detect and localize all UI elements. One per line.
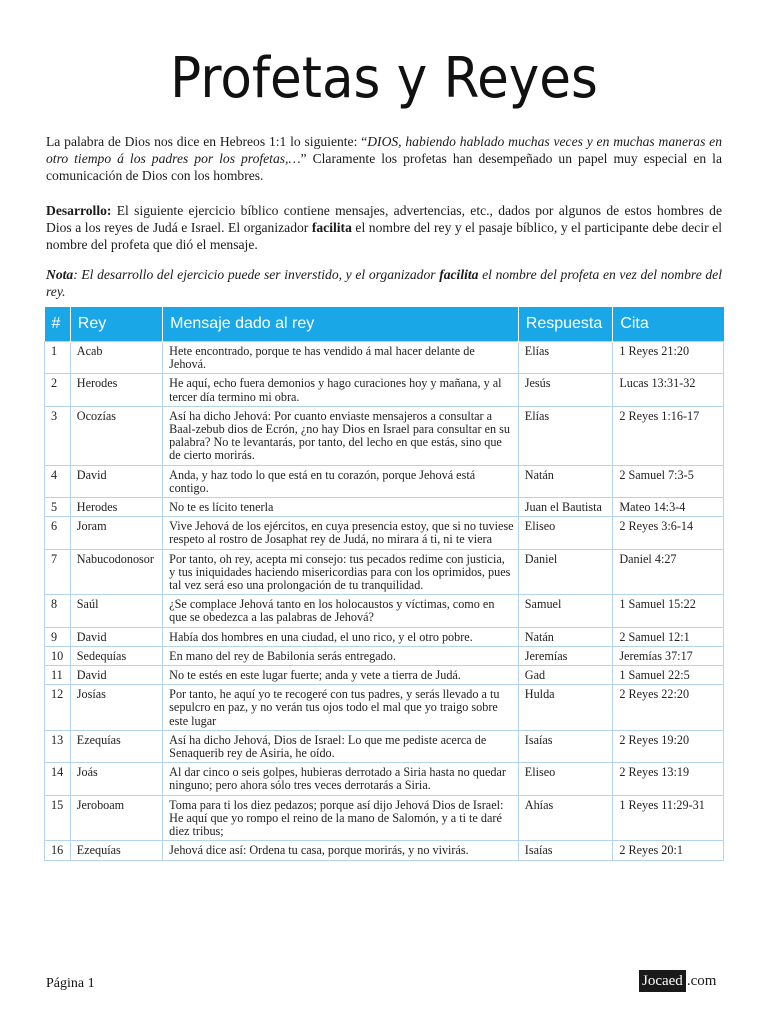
header-cita: Cita [613, 307, 724, 342]
header-number: # [45, 307, 71, 342]
table-row [45, 841, 724, 860]
cell-cita: Lucas 13:31-32 [613, 374, 724, 406]
table-row [45, 646, 724, 665]
cell-cita: 2 Reyes 13:19 [613, 763, 724, 795]
cell-number: 16 [45, 841, 71, 860]
cell-respuesta: Natán [518, 465, 613, 497]
cell-respuesta: Eliseo [518, 517, 613, 549]
cell-mensaje: Por tanto, he aquí yo te recogeré con tus padres, y serás llevado a tu sepulcro en paz, y no verán tus ojos todo el mal que yo traigo sobre este lugar [163, 685, 519, 731]
cell-respuesta: Elías [518, 406, 613, 465]
intro-paragraph [46, 133, 722, 184]
cell-cita: 2 Reyes 1:16-17 [613, 406, 724, 465]
cell-cita: 2 Reyes 3:6-14 [613, 517, 724, 549]
nota-paragraph [46, 266, 722, 300]
cell-respuesta: Hulda [518, 685, 613, 731]
cell-respuesta: Gad [518, 666, 613, 685]
table-row [45, 406, 724, 465]
table-row [45, 795, 724, 841]
table-row [45, 465, 724, 497]
jocaed-logo[interactable] [639, 970, 716, 992]
cell-cita: Mateo 14:3-4 [613, 498, 724, 517]
cell-respuesta: Isaías [518, 841, 613, 860]
cell-number: 15 [45, 795, 71, 841]
cell-respuesta: Daniel [518, 549, 613, 595]
table-row [45, 763, 724, 795]
cell-number: 3 [45, 406, 71, 465]
cell-respuesta: Juan el Bautista [518, 498, 613, 517]
cell-mensaje: Así ha dicho Jehová, Dios de Israel: Lo que me pediste acerca de Senaquerib rey de Asiria, he oído. [163, 730, 519, 762]
cell-cita: 2 Reyes 22:20 [613, 685, 724, 731]
cell-mensaje: Vive Jehová de los ejércitos, en cuya presencia estoy, que si no tuviese respeto al rostro de Josaphat rey de Judá, no mirara á ti, ni te viera [163, 517, 519, 549]
table-row [45, 374, 724, 406]
header-respuesta: Respuesta [518, 307, 613, 342]
cell-rey: Sedequías [70, 646, 162, 665]
cell-mensaje: Jehová dice así: Ordena tu casa, porque morirás, y no vivirás. [163, 841, 519, 860]
cell-rey: Joram [70, 517, 162, 549]
table-row [45, 685, 724, 731]
cell-number: 1 [45, 342, 71, 374]
cell-number: 10 [45, 646, 71, 665]
cell-cita: 2 Samuel 12:1 [613, 627, 724, 646]
cell-cita: 1 Reyes 21:20 [613, 342, 724, 374]
cell-mensaje: Toma para ti los diez pedazos; porque así dijo Jehová Dios de Israel: He aquí que yo rompo el reino de la mano de Salomón, y a ti te daré diez tribus; [163, 795, 519, 841]
cell-number: 2 [45, 374, 71, 406]
cell-rey: Nabucodonosor [70, 549, 162, 595]
intro-after: ” Claramente los profetas han desempeñado un papel muy especial en la comunicación de Dios con los hombres. [46, 151, 722, 183]
cell-cita: Jeremías 37:17 [613, 646, 724, 665]
logo-wordmark: Jocaed [639, 970, 686, 992]
cell-cita: 2 Reyes 20:1 [613, 841, 724, 860]
table-row [45, 666, 724, 685]
cell-respuesta: Samuel [518, 595, 613, 627]
cell-rey: Ocozías [70, 406, 162, 465]
cell-cita: 1 Samuel 15:22 [613, 595, 724, 627]
header-rey: Rey [70, 307, 162, 342]
cell-cita: 1 Samuel 22:5 [613, 666, 724, 685]
cell-rey: Acab [70, 342, 162, 374]
cell-number: 5 [45, 498, 71, 517]
cell-respuesta: Jesús [518, 374, 613, 406]
table-row [45, 498, 724, 517]
cell-number: 8 [45, 595, 71, 627]
desarrollo-text-1: El siguiente ejercicio bíblico contiene mensajes, advertencias, etc., dados por algunos de estos hombres de Dios a los reyes de Judá e Israel. El organizador [46, 203, 722, 235]
table-row [45, 549, 724, 595]
cell-mensaje: Al dar cinco o seis golpes, hubieras derrotado a Siria hasta no quedar ninguno; pero ahora sólo tres veces derrotarás a Siria. [163, 763, 519, 795]
cell-mensaje: Hete encontrado, porque te has vendido á mal hacer delante de Jehová. [163, 342, 519, 374]
cell-mensaje: En mano del rey de Babilonia serás entregado. [163, 646, 519, 665]
cell-number: 14 [45, 763, 71, 795]
table-row [45, 627, 724, 646]
cell-rey: David [70, 666, 162, 685]
logo-suffix: .com [686, 973, 717, 989]
desarrollo-keyword: facilita [311, 220, 352, 235]
cell-respuesta: Elías [518, 342, 613, 374]
nota-label: Nota [46, 267, 74, 282]
cell-rey: Ezequías [70, 730, 162, 762]
cell-rey: Herodes [70, 374, 162, 406]
cell-mensaje: Así ha dicho Jehová: Por cuanto enviaste mensajeros a consultar a Baal-zebub dios de Ecrón, ¿no hay Dios en Israel para consultar en su palabra? No te levantarás, por tanto, del lecho en que estás, sino que de cierto morirás. [163, 406, 519, 465]
cell-mensaje: Anda, y haz todo lo que está en tu corazón, porque Jehová está contigo. [163, 465, 519, 497]
cell-respuesta: Eliseo [518, 763, 613, 795]
desarrollo-paragraph [46, 202, 722, 253]
desarrollo-label: Desarrollo: [46, 203, 112, 218]
cell-number: 13 [45, 730, 71, 762]
cell-number: 12 [45, 685, 71, 731]
nota-text-2: el nombre del profeta en vez del nombre del rey. [46, 267, 722, 299]
cell-rey: David [70, 465, 162, 497]
cell-cita: 2 Samuel 7:3-5 [613, 465, 724, 497]
prophets-table [44, 307, 724, 861]
cell-rey: Jeroboam [70, 795, 162, 841]
page-title: Profetas y Reyes [170, 46, 598, 111]
cell-number: 11 [45, 666, 71, 685]
table-row [45, 517, 724, 549]
cell-cita: Daniel 4:27 [613, 549, 724, 595]
cell-rey: David [70, 627, 162, 646]
cell-number: 9 [45, 627, 71, 646]
cell-rey: Saúl [70, 595, 162, 627]
table-body [45, 342, 724, 861]
table-row [45, 730, 724, 762]
cell-mensaje: No te es lícito tenerla [163, 498, 519, 517]
desarrollo-text-2: el nombre del rey y el pasaje bíblico, y el participante debe decir el nombre del profeta que dió el mensaje. [46, 220, 722, 252]
cell-mensaje: Había dos hombres en una ciudad, el uno rico, y el otro pobre. [163, 627, 519, 646]
cell-mensaje: ¿Se complace Jehová tanto en los holocaustos y víctimas, como en que se obedezca a las palabras de Jehová? [163, 595, 519, 627]
header-mensaje: Mensaje dado al rey [163, 307, 519, 342]
cell-respuesta: Isaías [518, 730, 613, 762]
table-row [45, 595, 724, 627]
cell-rey: Joás [70, 763, 162, 795]
cell-rey: Herodes [70, 498, 162, 517]
cell-mensaje: No te estés en este lugar fuerte; anda y vete a tierra de Judá. [163, 666, 519, 685]
cell-cita: 1 Reyes 11:29-31 [613, 795, 724, 841]
cell-cita: 2 Reyes 19:20 [613, 730, 724, 762]
cell-rey: Ezequías [70, 841, 162, 860]
cell-number: 7 [45, 549, 71, 595]
cell-mensaje: He aquí, echo fuera demonios y hago curaciones hoy y mañana, y al tercer día termino mi obra. [163, 374, 519, 406]
cell-respuesta: Natán [518, 627, 613, 646]
cell-mensaje: Por tanto, oh rey, acepta mi consejo: tus pecados redime con justicia, y tus iniquidades haciendo misericordias para con los oprimidos, pues tal vez será eso una prolongación de tu tranquilidad. [163, 549, 519, 595]
table-row [45, 342, 724, 374]
cell-number: 4 [45, 465, 71, 497]
cell-respuesta: Jeremías [518, 646, 613, 665]
nota-keyword: facilita [439, 267, 479, 282]
cell-rey: Josías [70, 685, 162, 731]
cell-number: 6 [45, 517, 71, 549]
intro-before: La palabra de Dios nos dice en Hebreos 1:1 lo siguiente: “ [46, 134, 368, 149]
nota-text-1: : El desarrollo del ejercicio puede ser inverstido, y el organizador [73, 267, 440, 282]
cell-respuesta: Ahías [518, 795, 613, 841]
table-header-row [45, 307, 724, 342]
page-number: Página 1 [46, 976, 95, 991]
intro-quote: DIOS, habiendo hablado muchas veces y en muchas maneras en otro tiempo á los padres por los profetas,… [46, 134, 722, 166]
